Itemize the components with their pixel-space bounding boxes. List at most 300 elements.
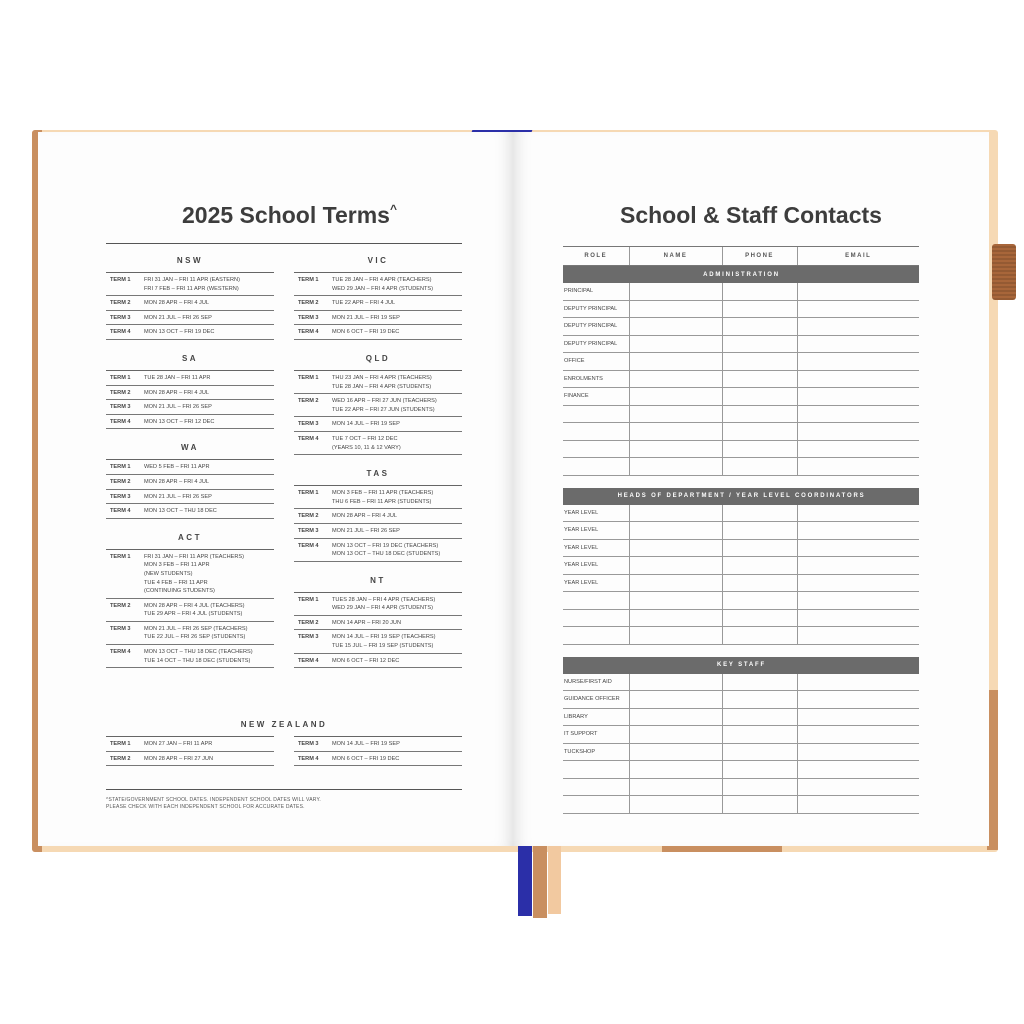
region-name: QLD bbox=[294, 348, 462, 371]
contact-name-cell[interactable] bbox=[629, 674, 722, 691]
term-dates bbox=[144, 299, 274, 308]
contact-phone-cell[interactable] bbox=[722, 674, 797, 691]
term-label: TERM 2 bbox=[110, 478, 131, 485]
contact-name-cell[interactable] bbox=[629, 353, 722, 371]
contact-phone-cell[interactable] bbox=[722, 423, 797, 441]
contact-email-cell[interactable] bbox=[797, 283, 919, 300]
term-dates bbox=[144, 328, 274, 337]
contact-row bbox=[563, 796, 919, 814]
title-rule bbox=[106, 243, 462, 244]
footnote: ^STATE/GOVERNMENT SCHOOL DATES. INDEPENDENT SCHOOL DATES WILL VARY. PLEASE CHECK WITH EACH INDEPENDENT SCHOOL FOR ACCURATE DATES. bbox=[106, 797, 321, 810]
term-row bbox=[106, 645, 274, 668]
term-row bbox=[106, 737, 274, 752]
term-label: TERM 4 bbox=[298, 435, 319, 442]
ribbon-bookmark-peach[interactable] bbox=[548, 846, 561, 914]
contact-name-cell[interactable] bbox=[629, 557, 722, 575]
term-row bbox=[294, 486, 462, 509]
contact-email-cell[interactable] bbox=[797, 388, 919, 406]
contact-name-cell[interactable] bbox=[629, 300, 722, 318]
contact-phone-cell[interactable] bbox=[722, 574, 797, 592]
section-heading: KEY STAFF bbox=[563, 657, 919, 674]
term-label: TERM 1 bbox=[110, 741, 131, 747]
contact-row bbox=[563, 318, 919, 336]
contact-row bbox=[563, 505, 919, 522]
term-label: TERM 1 bbox=[110, 277, 131, 283]
term-row bbox=[294, 654, 462, 669]
term-row bbox=[294, 432, 462, 455]
region-nt bbox=[294, 570, 462, 669]
contact-role-cell: IT SUPPORT bbox=[563, 726, 629, 744]
contact-name-cell[interactable] bbox=[629, 726, 722, 744]
section-header bbox=[563, 266, 919, 284]
contact-row bbox=[563, 335, 919, 353]
contact-email-cell[interactable] bbox=[797, 335, 919, 353]
contact-phone-cell[interactable] bbox=[722, 283, 797, 300]
contact-name-cell[interactable] bbox=[629, 796, 722, 814]
contact-row bbox=[563, 708, 919, 726]
term-date-line: TUE 29 APR – FRI 4 JUL (STUDENTS) bbox=[144, 611, 243, 618]
contact-row bbox=[563, 440, 919, 458]
term-date-line: MON 3 FEB – FRI 11 APR bbox=[144, 562, 210, 569]
contact-phone-cell[interactable] bbox=[722, 388, 797, 406]
contact-name-cell[interactable] bbox=[629, 778, 722, 796]
contact-email-cell[interactable] bbox=[797, 609, 919, 627]
term-row bbox=[106, 273, 274, 296]
contact-phone-cell[interactable] bbox=[722, 796, 797, 814]
contact-role-cell: GUIDANCE OFFICER bbox=[563, 691, 629, 709]
term-dates bbox=[332, 755, 462, 764]
term-date-line: TUE 22 JUL – FRI 26 SEP (STUDENTS) bbox=[144, 634, 246, 641]
term-dates bbox=[332, 542, 462, 559]
term-date-line: MON 14 JUL – FRI 19 SEP bbox=[332, 741, 400, 747]
contact-phone-cell[interactable] bbox=[722, 609, 797, 627]
cover-stripe-tan-bottom bbox=[662, 845, 782, 852]
contact-email-cell[interactable] bbox=[797, 761, 919, 779]
contact-role-cell: DEPUTY PRINCIPAL bbox=[563, 318, 629, 336]
term-date-line: WED 29 JAN – FRI 4 APR (STUDENTS) bbox=[332, 285, 434, 292]
term-date-line: WED 16 APR – FRI 27 JUN (TEACHERS) bbox=[332, 398, 437, 405]
contacts-table bbox=[563, 246, 919, 814]
region-name: VIC bbox=[294, 250, 462, 273]
contact-phone-cell[interactable] bbox=[722, 300, 797, 318]
term-row bbox=[106, 415, 274, 430]
term-dates bbox=[144, 403, 274, 412]
contact-role-cell: YEAR LEVEL bbox=[563, 557, 629, 575]
term-date-line: MON 28 APR – FRI 27 JUN bbox=[144, 755, 214, 762]
term-date-line: TUE 15 JUL – FRI 19 SEP (STUDENTS) bbox=[332, 643, 434, 650]
contact-row bbox=[563, 574, 919, 592]
contact-email-cell[interactable] bbox=[797, 353, 919, 371]
region-sa bbox=[106, 348, 274, 429]
contact-phone-cell[interactable] bbox=[722, 440, 797, 458]
term-dates bbox=[144, 314, 274, 323]
term-dates bbox=[144, 507, 274, 516]
contact-name-cell[interactable] bbox=[629, 609, 722, 627]
term-date-line: TUE 28 JAN – FRI 4 APR (TEACHERS) bbox=[332, 277, 432, 283]
contact-email-cell[interactable] bbox=[797, 539, 919, 557]
term-label: TERM 4 bbox=[298, 755, 319, 762]
contact-email-cell[interactable] bbox=[797, 674, 919, 691]
term-dates bbox=[144, 276, 274, 293]
contact-phone-cell[interactable] bbox=[722, 627, 797, 645]
region-name: NT bbox=[294, 570, 462, 593]
term-date-line: (CONTINUING STUDENTS) bbox=[144, 588, 215, 595]
term-label: TERM 3 bbox=[298, 741, 319, 747]
contact-name-cell[interactable] bbox=[629, 691, 722, 709]
term-row bbox=[106, 400, 274, 415]
term-row bbox=[106, 371, 274, 386]
contact-phone-cell[interactable] bbox=[722, 708, 797, 726]
term-date-line: MON 21 JUL – FRI 26 SEP bbox=[144, 404, 212, 411]
contact-row bbox=[563, 283, 919, 300]
term-row bbox=[106, 599, 274, 622]
contact-email-cell[interactable] bbox=[797, 440, 919, 458]
term-date-line: MON 21 JUL – FRI 26 SEP bbox=[144, 493, 212, 500]
contact-name-cell[interactable] bbox=[629, 423, 722, 441]
region-name: WA bbox=[106, 437, 274, 460]
term-date-line: FRI 31 JAN – FRI 11 APR (TEACHERS) bbox=[144, 553, 244, 560]
contact-row bbox=[563, 592, 919, 610]
contact-phone-cell[interactable] bbox=[722, 778, 797, 796]
contact-email-cell[interactable] bbox=[797, 743, 919, 761]
term-date-line: MON 13 OCT – THU 18 DEC bbox=[144, 508, 217, 515]
term-label: TERM 1 bbox=[298, 374, 319, 381]
term-dates bbox=[332, 740, 462, 749]
term-row bbox=[294, 325, 462, 340]
contact-email-cell[interactable] bbox=[797, 300, 919, 318]
term-date-line: MON 6 OCT – FRI 12 DEC bbox=[332, 657, 400, 664]
term-date-line: TUE 7 OCT – FRI 12 DEC bbox=[332, 435, 398, 442]
contact-role-cell: NURSE/FIRST AID bbox=[563, 674, 629, 691]
term-date-line: MON 13 OCT – FRI 19 DEC (TEACHERS) bbox=[332, 542, 439, 549]
term-row bbox=[294, 394, 462, 417]
contact-email-cell[interactable] bbox=[797, 505, 919, 522]
term-row bbox=[294, 273, 462, 296]
term-label: TERM 4 bbox=[298, 329, 319, 336]
term-row bbox=[294, 593, 462, 616]
term-label: TERM 3 bbox=[298, 421, 319, 428]
term-date-line: TUE 4 FEB – FRI 11 APR bbox=[144, 579, 208, 586]
column-header-name: NAME bbox=[629, 247, 722, 266]
term-date-line: TUE 28 JAN – FRI 4 APR (STUDENTS) bbox=[332, 383, 432, 390]
contact-name-cell[interactable] bbox=[629, 708, 722, 726]
contact-phone-cell[interactable] bbox=[722, 761, 797, 779]
contact-email-cell[interactable] bbox=[797, 574, 919, 592]
term-label: TERM 3 bbox=[110, 625, 131, 632]
contact-row bbox=[563, 761, 919, 779]
contact-name-cell[interactable] bbox=[629, 539, 722, 557]
contact-email-cell[interactable] bbox=[797, 557, 919, 575]
contact-role-cell bbox=[563, 627, 629, 645]
school-terms-page bbox=[38, 132, 513, 846]
term-label: TERM 2 bbox=[110, 300, 131, 307]
contact-name-cell[interactable] bbox=[629, 283, 722, 300]
term-label: TERM 1 bbox=[298, 277, 319, 283]
contact-role-cell: OFFICE bbox=[563, 353, 629, 371]
term-date-line: FRI 7 FEB – FRI 11 APR (WESTERN) bbox=[144, 285, 239, 292]
term-row bbox=[106, 550, 274, 599]
contact-role-cell: DEPUTY PRINCIPAL bbox=[563, 335, 629, 353]
term-row bbox=[106, 460, 274, 475]
section-heading: HEADS OF DEPARTMENT / YEAR LEVEL COORDINATORS bbox=[563, 488, 919, 505]
contact-email-cell[interactable] bbox=[797, 778, 919, 796]
contact-role-cell: YEAR LEVEL bbox=[563, 522, 629, 540]
term-row bbox=[294, 737, 462, 752]
term-label: TERM 3 bbox=[298, 314, 319, 321]
term-dates bbox=[144, 553, 274, 596]
contact-phone-cell[interactable] bbox=[722, 318, 797, 336]
term-dates bbox=[144, 493, 274, 502]
contact-name-cell[interactable] bbox=[629, 505, 722, 522]
term-row bbox=[106, 325, 274, 340]
section-header bbox=[563, 657, 919, 674]
contact-role-cell: PRINCIPAL bbox=[563, 283, 629, 300]
contact-row bbox=[563, 691, 919, 709]
term-row bbox=[106, 622, 274, 645]
contact-row bbox=[563, 370, 919, 388]
contact-row bbox=[563, 388, 919, 406]
contact-phone-cell[interactable] bbox=[722, 539, 797, 557]
contact-email-cell[interactable] bbox=[797, 708, 919, 726]
region-name: ACT bbox=[106, 527, 274, 550]
term-date-line: MON 14 JUL – FRI 19 SEP (TEACHERS) bbox=[332, 634, 436, 641]
contact-email-cell[interactable] bbox=[797, 423, 919, 441]
contact-row bbox=[563, 778, 919, 796]
term-label: TERM 4 bbox=[298, 542, 319, 549]
contact-row bbox=[563, 353, 919, 371]
term-row bbox=[294, 630, 462, 653]
region-name: TAS bbox=[294, 463, 462, 486]
contact-role-cell bbox=[563, 796, 629, 814]
term-date-line: MON 28 APR – FRI 4 JUL bbox=[144, 389, 209, 396]
term-date-line: MON 28 APR – FRI 4 JUL bbox=[332, 513, 397, 520]
contact-email-cell[interactable] bbox=[797, 691, 919, 709]
contact-email-cell[interactable] bbox=[797, 522, 919, 540]
terms-column-1 bbox=[106, 250, 274, 676]
term-label: TERM 4 bbox=[110, 418, 131, 425]
contact-name-cell[interactable] bbox=[629, 440, 722, 458]
page-title: School & Staff Contacts bbox=[620, 202, 882, 228]
section-heading: ADMINISTRATION bbox=[563, 266, 919, 284]
region-nsw bbox=[106, 250, 274, 340]
elastic-pen-loop bbox=[992, 244, 1016, 300]
term-label: TERM 1 bbox=[298, 490, 319, 497]
contact-phone-cell[interactable] bbox=[722, 743, 797, 761]
term-dates bbox=[332, 374, 462, 391]
term-date-line: MON 28 APR – FRI 4 JUL bbox=[144, 300, 209, 307]
term-label: TERM 3 bbox=[110, 314, 131, 321]
term-row bbox=[106, 490, 274, 505]
contact-row bbox=[563, 405, 919, 423]
contact-email-cell[interactable] bbox=[797, 405, 919, 423]
term-dates bbox=[144, 463, 274, 472]
term-date-line: TUES 28 JAN – FRI 4 APR (TEACHERS) bbox=[332, 596, 436, 603]
term-date-line: THU 6 FEB – FRI 11 APR (STUDENTS) bbox=[332, 498, 432, 505]
term-date-line: MON 13 OCT – FRI 19 DEC bbox=[144, 329, 215, 336]
contact-phone-cell[interactable] bbox=[722, 370, 797, 388]
term-date-line: MON 6 OCT – FRI 19 DEC bbox=[332, 329, 400, 336]
term-date-line: TUE 22 APR – FRI 27 JUN (STUDENTS) bbox=[332, 406, 435, 413]
contact-name-cell[interactable] bbox=[629, 370, 722, 388]
contact-role-cell: FINANCE bbox=[563, 388, 629, 406]
contact-role-cell: DEPUTY PRINCIPAL bbox=[563, 300, 629, 318]
term-date-line: WED 29 JAN – FRI 4 APR (STUDENTS) bbox=[332, 605, 434, 612]
term-row bbox=[106, 504, 274, 519]
term-row bbox=[294, 752, 462, 767]
term-date-line: MON 13 OCT – THU 18 DEC (STUDENTS) bbox=[332, 551, 441, 558]
terms-column-2 bbox=[294, 250, 462, 676]
term-date-line: MON 28 APR – FRI 4 JUL (TEACHERS) bbox=[144, 602, 245, 609]
term-row bbox=[294, 524, 462, 539]
term-dates bbox=[144, 625, 274, 642]
contact-name-cell[interactable] bbox=[629, 458, 722, 476]
term-dates bbox=[144, 478, 274, 487]
term-dates bbox=[332, 489, 462, 506]
term-label: TERM 3 bbox=[298, 634, 319, 641]
term-dates bbox=[332, 276, 462, 293]
contact-role-cell bbox=[563, 761, 629, 779]
contact-role-cell: YEAR LEVEL bbox=[563, 505, 629, 522]
contact-name-cell[interactable] bbox=[629, 388, 722, 406]
contact-name-cell[interactable] bbox=[629, 522, 722, 540]
contact-name-cell[interactable] bbox=[629, 627, 722, 645]
term-label: TERM 2 bbox=[110, 389, 131, 396]
column-header-role: ROLE bbox=[563, 247, 629, 266]
contact-phone-cell[interactable] bbox=[722, 726, 797, 744]
term-label: TERM 3 bbox=[110, 493, 131, 500]
contact-name-cell[interactable] bbox=[629, 743, 722, 761]
page-title: 2025 School Terms^ bbox=[182, 202, 397, 228]
term-dates bbox=[332, 596, 462, 613]
contact-email-cell[interactable] bbox=[797, 726, 919, 744]
contact-phone-cell[interactable] bbox=[722, 505, 797, 522]
contact-phone-cell[interactable] bbox=[722, 335, 797, 353]
contact-role-cell bbox=[563, 592, 629, 610]
contact-email-cell[interactable] bbox=[797, 370, 919, 388]
term-date-line: MON 13 OCT – THU 18 DEC (TEACHERS) bbox=[144, 649, 253, 656]
term-date-line: TUE 22 APR – FRI 4 JUL bbox=[332, 300, 396, 307]
term-date-line: MON 21 JUL – FRI 26 SEP (TEACHERS) bbox=[144, 625, 248, 632]
contact-phone-cell[interactable] bbox=[722, 691, 797, 709]
region-name: NSW bbox=[106, 250, 274, 273]
term-row bbox=[294, 509, 462, 524]
term-label: TERM 3 bbox=[298, 527, 319, 534]
term-dates bbox=[332, 512, 462, 521]
contact-email-cell[interactable] bbox=[797, 592, 919, 610]
contact-name-cell[interactable] bbox=[629, 592, 722, 610]
term-dates bbox=[332, 299, 462, 308]
term-label: TERM 2 bbox=[298, 300, 319, 307]
term-date-line: (YEARS 10, 11 & 12 VARY) bbox=[332, 444, 401, 451]
term-date-line: MON 14 APR – FRI 20 JUN bbox=[332, 619, 402, 626]
term-row bbox=[294, 539, 462, 562]
term-label: TERM 1 bbox=[298, 596, 319, 603]
contact-name-cell[interactable] bbox=[629, 405, 722, 423]
contact-row bbox=[563, 458, 919, 476]
term-date-line: MON 3 FEB – FRI 11 APR (TEACHERS) bbox=[332, 490, 434, 497]
term-dates bbox=[144, 602, 274, 619]
term-date-line: TUE 28 JAN – FRI 11 APR bbox=[144, 374, 211, 381]
contact-email-cell[interactable] bbox=[797, 627, 919, 645]
term-date-line: MON 13 OCT – FRI 12 DEC bbox=[144, 418, 215, 425]
term-dates bbox=[144, 755, 274, 764]
term-dates bbox=[144, 740, 274, 749]
term-dates bbox=[332, 657, 462, 666]
contact-phone-cell[interactable] bbox=[722, 592, 797, 610]
section-gap bbox=[563, 644, 919, 657]
term-date-line: THU 23 JAN – FRI 4 APR (TEACHERS) bbox=[332, 374, 432, 381]
contact-role-cell bbox=[563, 609, 629, 627]
contact-phone-cell[interactable] bbox=[722, 458, 797, 476]
contact-row bbox=[563, 674, 919, 691]
contact-role-cell: ENROLMENTS bbox=[563, 370, 629, 388]
contact-role-cell bbox=[563, 405, 629, 423]
contact-name-cell[interactable] bbox=[629, 574, 722, 592]
term-date-line: MON 21 JUL – FRI 26 SEP bbox=[332, 527, 400, 534]
contact-role-cell bbox=[563, 440, 629, 458]
ribbon-bookmark-blue[interactable] bbox=[518, 846, 532, 916]
term-dates bbox=[332, 633, 462, 650]
term-label: TERM 2 bbox=[298, 619, 319, 626]
region-name: NEW ZEALAND bbox=[240, 720, 328, 729]
term-dates bbox=[332, 328, 462, 337]
contact-phone-cell[interactable] bbox=[722, 557, 797, 575]
term-label: TERM 2 bbox=[110, 755, 131, 762]
contact-row bbox=[563, 743, 919, 761]
contact-name-cell[interactable] bbox=[629, 761, 722, 779]
contact-phone-cell[interactable] bbox=[722, 353, 797, 371]
ribbon-bookmark-tan[interactable] bbox=[533, 846, 547, 918]
contact-row bbox=[563, 726, 919, 744]
region-wa bbox=[106, 437, 274, 518]
contact-email-cell[interactable] bbox=[797, 458, 919, 476]
term-row bbox=[294, 371, 462, 394]
contact-name-cell[interactable] bbox=[629, 318, 722, 336]
contact-email-cell[interactable] bbox=[797, 796, 919, 814]
term-date-line: WED 5 FEB – FRI 11 APR bbox=[144, 464, 210, 471]
contact-phone-cell[interactable] bbox=[722, 405, 797, 423]
contact-phone-cell[interactable] bbox=[722, 522, 797, 540]
term-dates bbox=[332, 619, 462, 628]
region-name: SA bbox=[106, 348, 274, 371]
contact-row bbox=[563, 627, 919, 645]
term-label: TERM 4 bbox=[110, 329, 131, 336]
term-label: TERM 1 bbox=[110, 374, 131, 381]
term-dates bbox=[332, 397, 462, 414]
term-date-line: MON 14 JUL – FRI 19 SEP bbox=[332, 421, 400, 428]
footnote-rule bbox=[106, 789, 462, 790]
term-date-line: MON 27 JAN – FRI 11 APR bbox=[144, 741, 213, 747]
term-row bbox=[294, 417, 462, 432]
contact-name-cell[interactable] bbox=[629, 335, 722, 353]
section-gap bbox=[563, 475, 919, 488]
term-dates bbox=[144, 374, 274, 383]
contact-role-cell bbox=[563, 778, 629, 796]
contacts-page bbox=[513, 132, 989, 846]
term-row bbox=[106, 752, 274, 767]
term-label: TERM 2 bbox=[110, 602, 131, 609]
term-label: TERM 4 bbox=[110, 508, 131, 515]
contact-email-cell[interactable] bbox=[797, 318, 919, 336]
contact-row bbox=[563, 609, 919, 627]
contact-role-cell bbox=[563, 423, 629, 441]
column-header-email: EMAIL bbox=[797, 247, 919, 266]
term-row bbox=[106, 386, 274, 401]
contact-role-cell bbox=[563, 458, 629, 476]
region-tas bbox=[294, 463, 462, 562]
term-row bbox=[106, 311, 274, 326]
term-row bbox=[294, 311, 462, 326]
